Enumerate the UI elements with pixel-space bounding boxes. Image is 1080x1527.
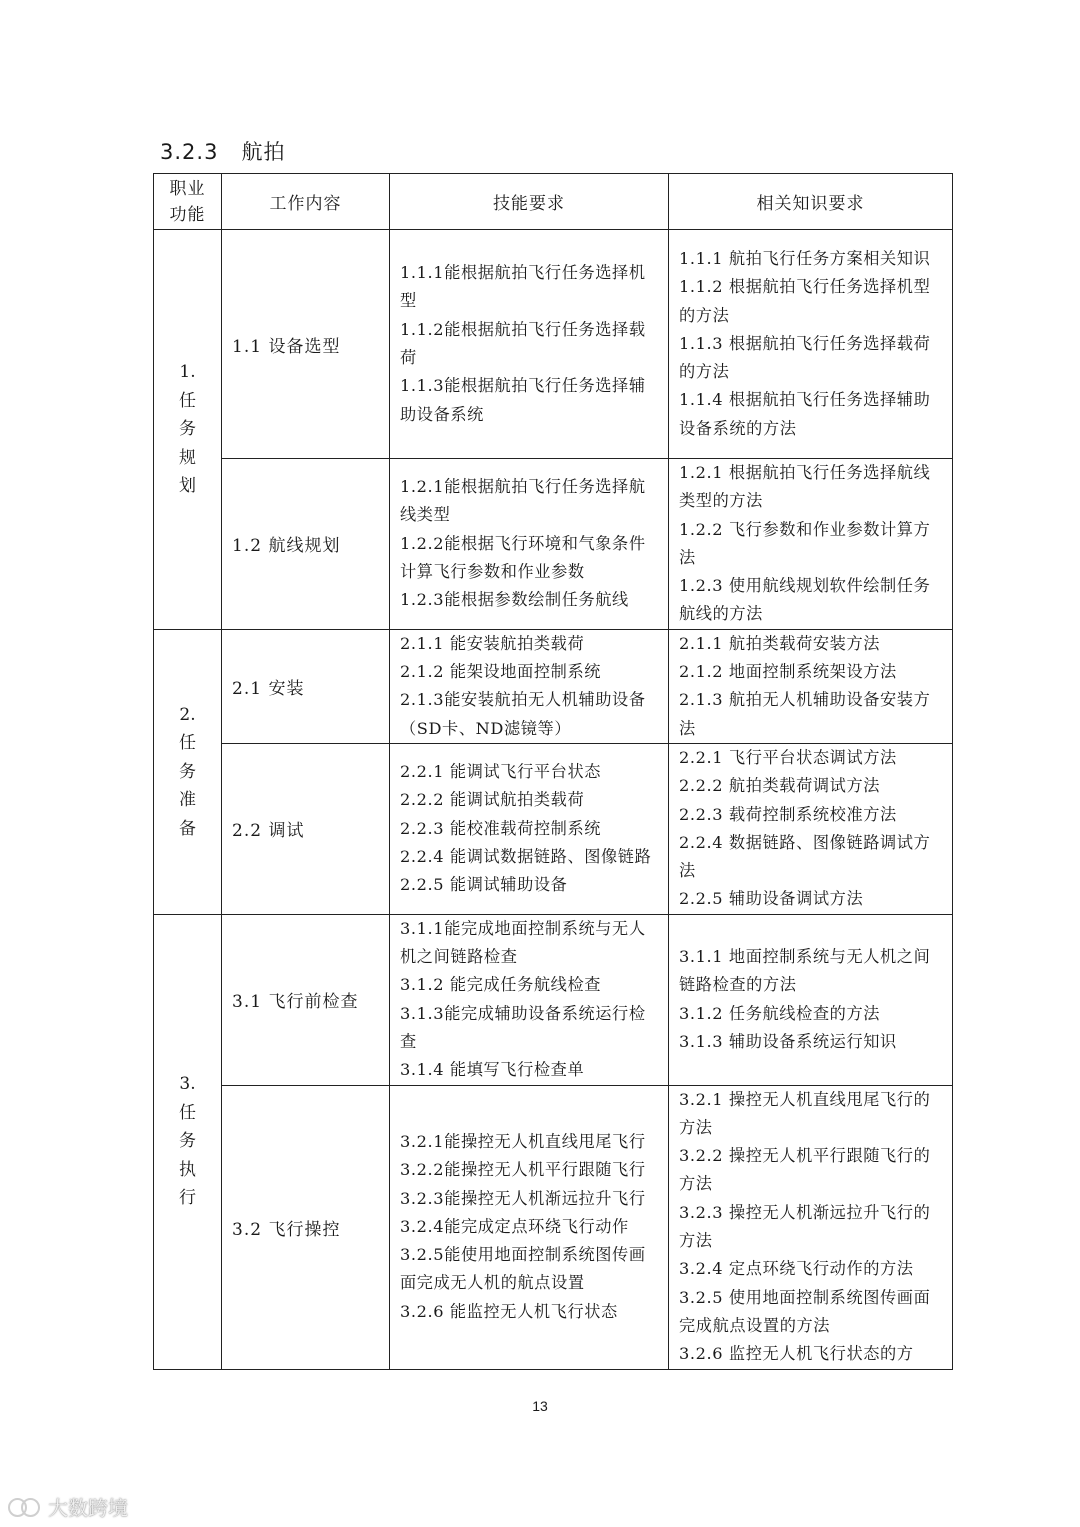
knowledge-item: 1.1.2 根据航拍飞行任务选择机型的方法 xyxy=(679,277,931,325)
skill-item: 3.2.4能完成定点环绕飞行动作 xyxy=(400,1216,629,1236)
header-function xyxy=(154,174,222,230)
section-number: 3.2.3 xyxy=(160,140,219,164)
knowledge-item: 3.1.1 地面控制系统与无人机之间链路检查的方法 xyxy=(679,947,931,995)
function-char: 划 xyxy=(179,476,196,497)
skill-item: 3.2.3能操控无人机渐远拉升飞行 xyxy=(400,1188,646,1208)
skill-requirements-cell xyxy=(390,914,669,1085)
skill-item: 2.1.3能安装航拍无人机辅助设备（SD卡、ND滤镜等） xyxy=(400,690,646,738)
watermark-text: 大数跨境 xyxy=(48,1496,128,1520)
section-heading xyxy=(160,136,285,166)
header-function-line2: 功能 xyxy=(169,204,206,225)
table-row xyxy=(154,743,953,914)
function-char: 行 xyxy=(179,1188,196,1209)
knowledge-item: 1.2.2 飞行参数和作业参数计算方法 xyxy=(679,519,931,567)
function-char: 规 xyxy=(179,447,196,468)
skill-item: 1.1.3能根据航拍飞行任务选择辅助设备系统 xyxy=(400,376,646,424)
skill-item: 1.2.2能根据飞行环境和气象条件计算飞行参数和作业参数 xyxy=(400,533,646,582)
knowledge-item: 3.1.2 任务航线检查的方法 xyxy=(679,1003,881,1023)
skill-requirements-cell xyxy=(390,459,669,630)
header-skill: 技能要求 xyxy=(390,174,669,230)
work-content-cell: 1.2 航线规划 xyxy=(222,459,390,630)
function-char: 务 xyxy=(179,1131,196,1152)
knowledge-requirements-cell xyxy=(669,459,953,630)
function-char: 3. xyxy=(179,1074,196,1095)
function-cell xyxy=(154,629,222,914)
skill-item: 3.1.4 能填写飞行检查单 xyxy=(400,1060,585,1080)
knowledge-item: 2.2.2 航拍类载荷调试方法 xyxy=(679,776,881,796)
knowledge-item: 1.1.4 根据航拍飞行任务选择辅助设备系统的方法 xyxy=(679,390,931,438)
knowledge-item: 2.1.3 航拍无人机辅助设备安装方法 xyxy=(679,690,931,738)
skill-item: 2.2.1 能调试飞行平台状态 xyxy=(400,762,602,782)
knowledge-requirements-cell xyxy=(669,1085,953,1369)
knowledge-item: 2.2.1 飞行平台状态调试方法 xyxy=(679,747,897,767)
header-function-line1: 职业 xyxy=(169,178,206,199)
work-content-cell: 1.1 设备选型 xyxy=(222,230,390,459)
skill-item: 2.1.1 能安装航拍类载荷 xyxy=(400,633,585,653)
knowledge-item: 3.2.5 使用地面控制系统图传画面完成航点设置的方法 xyxy=(679,1287,931,1335)
skill-item: 2.1.2 能架设地面控制系统 xyxy=(400,662,602,682)
knowledge-item: 2.1.2 地面控制系统架设方法 xyxy=(679,662,897,682)
knowledge-requirements-cell xyxy=(669,230,953,459)
skill-item: 3.2.6 能监控无人机飞行状态 xyxy=(400,1301,618,1321)
work-content-cell: 3.1 飞行前检查 xyxy=(222,914,390,1085)
skill-item: 3.1.2 能完成任务航线检查 xyxy=(400,975,602,995)
table-body xyxy=(154,230,953,1370)
skill-item: 1.1.1能根据航拍飞行任务选择机型 xyxy=(400,263,646,311)
function-char: 任 xyxy=(179,1102,196,1123)
section-title: 航拍 xyxy=(241,140,286,164)
function-char: 执 xyxy=(179,1159,196,1180)
watermark-logo-icon xyxy=(8,1495,42,1519)
function-char: 1. xyxy=(179,362,196,383)
header-knowledge: 相关知识要求 xyxy=(669,174,953,230)
function-cell xyxy=(154,914,222,1369)
skill-item: 1.2.1能根据航拍飞行任务选择航线类型 xyxy=(400,477,646,525)
knowledge-item: 2.2.4 数据链路、图像链路调试方法 xyxy=(679,832,931,881)
table-row xyxy=(154,1085,953,1369)
competency-table xyxy=(153,173,953,1370)
skill-requirements-cell xyxy=(390,629,669,743)
skill-item: 3.1.1能完成地面控制系统与无人机之间链路检查 xyxy=(400,918,646,967)
work-content-cell: 3.2 飞行操控 xyxy=(222,1085,390,1369)
table-row xyxy=(154,230,953,459)
skill-item: 2.2.2 能调试航拍类载荷 xyxy=(400,790,585,810)
function-char: 2. xyxy=(179,704,196,725)
table-row xyxy=(154,629,953,743)
knowledge-item: 2.2.5 辅助设备调试方法 xyxy=(679,889,864,909)
skill-item: 3.2.2能操控无人机平行跟随飞行 xyxy=(400,1160,646,1180)
knowledge-item: 3.1.3 辅助设备系统运行知识 xyxy=(679,1031,897,1051)
table-header-row xyxy=(154,174,953,230)
knowledge-requirements-cell xyxy=(669,743,953,914)
table-row xyxy=(154,914,953,1085)
knowledge-item: 3.2.3 操控无人机渐远拉升飞行的方法 xyxy=(679,1202,931,1251)
knowledge-item: 3.2.4 定点环绕飞行动作的方法 xyxy=(679,1259,914,1279)
skill-item: 3.1.3能完成辅助设备系统运行检查 xyxy=(400,1003,646,1051)
knowledge-item: 1.2.3 使用航线规划软件绘制任务航线的方法 xyxy=(679,576,931,624)
work-content-cell: 2.1 安装 xyxy=(222,629,390,743)
skill-item: 2.2.5 能调试辅助设备 xyxy=(400,875,568,895)
function-char: 务 xyxy=(179,419,196,440)
skill-requirements-cell xyxy=(390,1085,669,1369)
function-char: 准 xyxy=(179,790,196,811)
function-cell xyxy=(154,230,222,630)
skill-item: 3.2.5能使用地面控制系统图传画面完成无人机的航点设置 xyxy=(400,1245,646,1293)
skill-item: 3.2.1能操控无人机直线甩尾飞行 xyxy=(400,1131,646,1151)
skill-item: 2.2.4 能调试数据链路、图像链路 xyxy=(400,847,652,866)
skill-requirements-cell xyxy=(390,743,669,914)
header-work: 工作内容 xyxy=(222,174,390,230)
skill-item: 1.1.2能根据航拍飞行任务选择载荷 xyxy=(400,319,646,367)
knowledge-item: 1.1.1 航拍飞行任务方案相关知识 xyxy=(679,248,931,268)
function-char: 任 xyxy=(179,733,196,754)
work-content-cell: 2.2 调试 xyxy=(222,743,390,914)
knowledge-item: 2.1.1 航拍类载荷安装方法 xyxy=(679,633,881,653)
knowledge-item: 2.2.3 载荷控制系统校准方法 xyxy=(679,804,897,824)
skill-item: 2.2.3 能校准载荷控制系统 xyxy=(400,818,602,838)
function-char: 任 xyxy=(179,390,196,411)
knowledge-item: 3.2.6 监控无人机飞行状态的方 xyxy=(679,1344,914,1364)
watermark xyxy=(8,1492,128,1521)
skill-item: 1.2.3能根据参数绘制任务航线 xyxy=(400,590,629,610)
skill-requirements-cell xyxy=(390,230,669,459)
function-char: 备 xyxy=(179,818,196,839)
page-number: 13 xyxy=(532,1398,548,1414)
knowledge-item: 3.2.2 操控无人机平行跟随飞行的方法 xyxy=(679,1146,931,1194)
function-char: 务 xyxy=(179,761,196,782)
knowledge-requirements-cell xyxy=(669,629,953,743)
knowledge-item: 3.2.1 操控无人机直线甩尾飞行的方法 xyxy=(679,1089,931,1137)
knowledge-item: 1.2.1 根据航拍飞行任务选择航线类型的方法 xyxy=(679,463,931,511)
table-row xyxy=(154,459,953,630)
knowledge-item: 1.1.3 根据航拍飞行任务选择载荷的方法 xyxy=(679,333,931,382)
knowledge-requirements-cell xyxy=(669,914,953,1085)
